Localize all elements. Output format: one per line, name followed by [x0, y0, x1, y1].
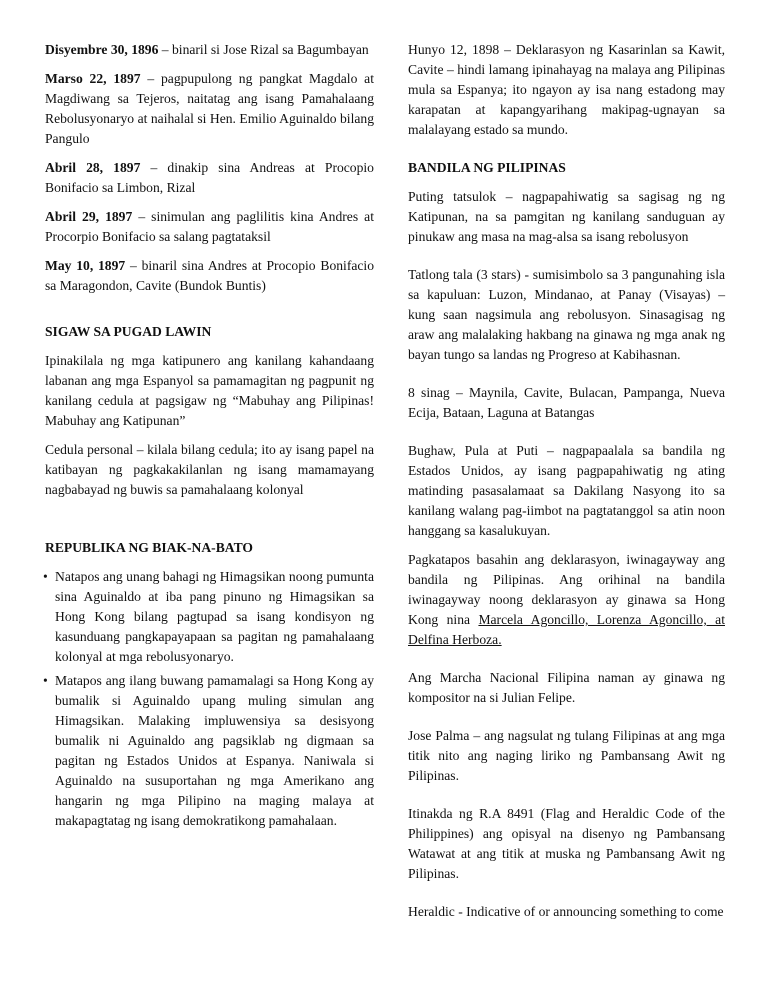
list-item-text: Natapos ang unang bahagi ng Himagsikan noong pumunta sina Aguinaldo at iba pang pinuno ng Himagsikan sa Hong Kong bilang pagtupad sa isang kondisyon ng kasunduang pangkapayapaan sa pagitan ng pamahalaang kolonyal at mga rebolusyonaryo. — [55, 569, 374, 664]
event-text: – binaril si Jose Rizal sa Bagumbayan — [158, 42, 369, 57]
paragraph-text: Pagkatapos basahin ang deklarasyon, iwinagayway ang bandila ng Pilipinas. Ang orihinal na bandila iwinagayway noong deklarasyon ay ginawa sa Hong Kong nina — [408, 552, 725, 627]
right-column — [408, 40, 725, 931]
list-item-text: Matapos ang ilang buwang pamamalagi sa Hong Kong ay bumalik si Aguinaldo upang muling simulan ang Himagsikan. Malaking impluwensiya sa desisyong bumalik ni Aguinaldo ang pagsiklab ng digmaan sa pagitan ng Estados Unidos at Espanya. Naniwala si Aguinaldo na susuportahan ng mga Amerikano ang hangarin ng mga Pilipino na maging malaya at makapagtatag ng isang demokratikong pamahalaan. — [55, 673, 374, 828]
event-entry — [45, 69, 374, 149]
list-item — [45, 567, 374, 667]
paragraph: Heraldic - Indicative of or announcing something to come — [408, 904, 724, 919]
event-date: Abril 29, 1897 — [45, 209, 133, 224]
event-text: – binaril sina Andres at Procopio Bonifacio sa Maragondon, Cavite (Bundok Buntis) — [45, 258, 374, 293]
event-entry — [45, 256, 374, 296]
event-entry — [45, 158, 374, 198]
event-text: – sinimulan ang paglilitis kina Andres at Procorpio Bonifacio sa salang pagtataksil — [45, 209, 374, 244]
paragraph: 8 sinag – Maynila, Cavite, Bulacan, Pampanga, Nueva Ecija, Bataan, Laguna at Batangas — [408, 385, 725, 420]
paragraph: Ipinakilala ng mga katipunero ang kanilang kahandaang labanan ang mga Espanyol sa pamamagitan ng pagpunit ng kanilang cedula at pagsigaw ng “Mabuhay ang Pilipinas! Mabuhay ang Katipunan” — [45, 353, 374, 428]
event-text: – dinakip sina Andreas at Procopio Bonifacio sa Limbon, Rizal — [45, 160, 374, 195]
event-entry — [45, 207, 374, 247]
event-entry — [45, 40, 374, 60]
event-date: Disyembre 30, 1896 — [45, 42, 159, 57]
paragraph: Puting tatsulok – nagpapahiwatig sa sagisag ng ng Katipunan, na sa pamgitan ng kanilang sanduguan ay pinukaw ang masa na mag-alsa sa isang rebolusyon — [408, 189, 725, 244]
bullet-list — [45, 567, 374, 831]
bullet-icon: • — [43, 569, 48, 584]
paragraph — [408, 550, 725, 650]
paragraph: Tatlong tala (3 stars) - sumisimbolo sa 3 pangunahing isla sa kapuluan: Luzon, Mindanao, at Panay (Visayas) – kung saan nagsimula ang rebolusyon. Sinasagisag ng araw ang malalaking hakbang na ginawa ng mga anak ng bayan tungo sa landas ng Progreso at Kabihasnan. — [408, 267, 725, 362]
paragraph: Hunyo 12, 1898 – Deklarasyon ng Kasarinlan sa Kawit, Cavite – hindi lamang ipinahayag na malaya ang Pilipinas mula sa Espanya; ito ngayon ay isa nang estadong may karapatan at kapangyarihang makipag-ugnayan sa malalayang estado sa mundo. — [408, 42, 725, 137]
paragraph: Bughaw, Pula at Puti – nagpapaalala sa bandila ng Estados Unidos, ay isang pagpapahiwatig ng ating matinding pasasalamaat sa Dakilang Nasyong ito sa kanilang walang pag-iimbot na pagtatanggol sa atin noon hanggang sa kasalukuyan. — [408, 443, 725, 538]
section-heading-biak-na-bato: REPUBLIKA NG BIAK-NA-BATO — [45, 540, 253, 555]
section-heading-bandila: BANDILA NG PILIPINAS — [408, 160, 566, 175]
paragraph: Ang Marcha Nacional Filipina naman ay ginawa ng kompositor na si Julian Felipe. — [408, 670, 725, 705]
event-text: – pagpupulong ng pangkat Magdalo at Magdiwang sa Tejeros, naitatag ang isang Pamahalaang Rebolusyonaryo at naihalal si Hen. Emilio Aguinaldo bilang Pangulo — [45, 71, 374, 146]
list-item — [45, 671, 374, 831]
paragraph: Jose Palma – ang nagsulat ng tulang Filipinas at ang mga titik nito ang naging liriko ng Pambansang Awit ng Pilipinas. — [408, 728, 725, 783]
event-date: Marso 22, 1897 — [45, 71, 141, 86]
section-heading-sigaw: SIGAW SA PUGAD LAWIN — [45, 324, 212, 339]
paragraph: Cedula personal – kilala bilang cedula; ito ay isang papel na katibayan ng pagkakakilanlan ng isang mamamayang nagbabayad ng buwis sa pamahalaang kolonyal — [45, 442, 374, 497]
paragraph: Itinakda ng R.A 8491 (Flag and Heraldic Code of the Philippines) ang opisyal na disenyo ng Pambansang Watawat at ang titik at muska ng Pambansang Awit ng Pilipinas. — [408, 806, 725, 881]
event-date: Abril 28, 1897 — [45, 160, 141, 175]
bullet-icon: • — [43, 673, 48, 688]
event-date: May 10, 1897 — [45, 258, 126, 273]
left-column — [45, 40, 374, 835]
underlined-names: Marcela Agoncillo, Lorenza Agoncillo, at Delfina Herboza. — [408, 612, 725, 647]
